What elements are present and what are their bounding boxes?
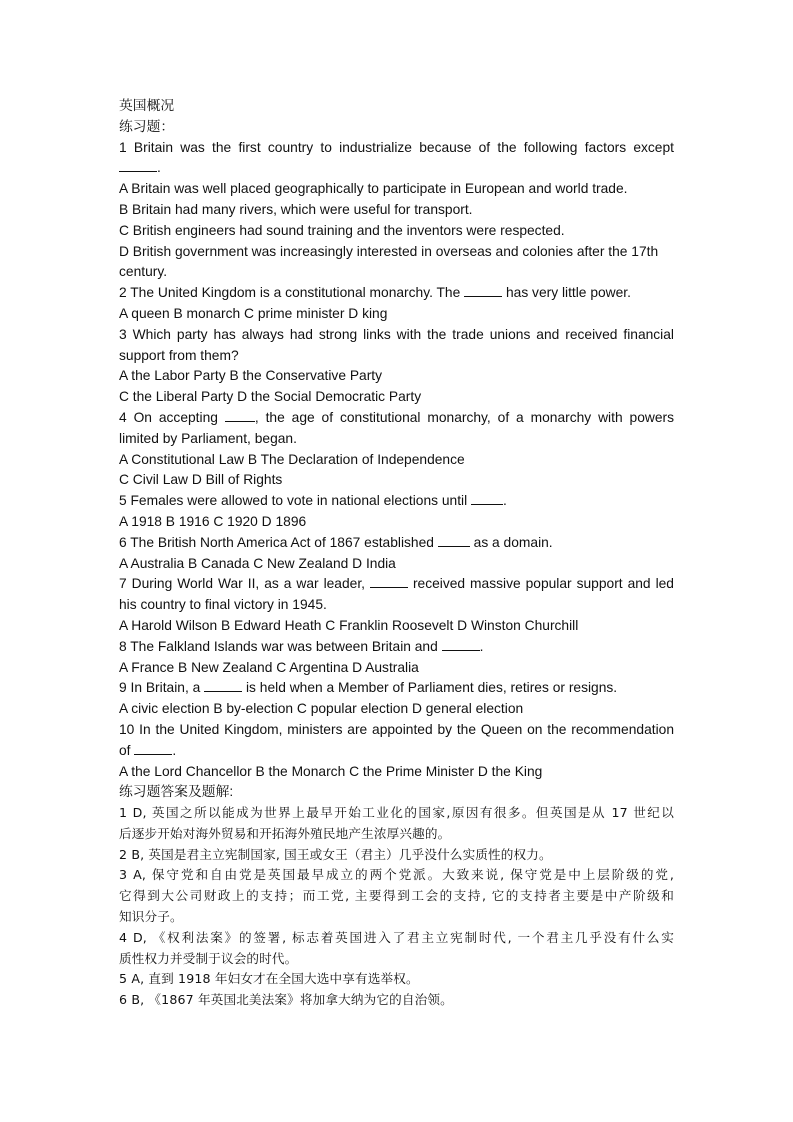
option-line: A civic election B by-election C popular election D general election (119, 701, 524, 717)
option-line: B Britain had many rivers, which were useful for transport. (119, 201, 473, 217)
question-1: 1 Britain was the first country to industrialize because of the following factors except (119, 139, 674, 155)
answer-line: 4 D, 《权利法案》的签署, 标志着英国进入了君主立宪制时代, 一个君主几乎没有什么实 (119, 929, 674, 945)
answer-blank (225, 409, 255, 422)
option-line: A Australia B Canada C New Zealand D India (119, 555, 396, 571)
answer-blank (464, 284, 502, 297)
question-10-cont: of . (119, 742, 177, 758)
answer-line: 5 A, 直到 1918 年妇女才在全国大选中享有选举权。 (119, 971, 419, 987)
option-line: A the Labor Party B the Conservative Party (119, 368, 383, 384)
option-line: A France B New Zealand C Argentina D Australia (119, 659, 419, 675)
question-4-cont: limited by Parliament, began. (119, 430, 297, 446)
option-line: A 1918 B 1916 C 1920 D 1896 (119, 513, 307, 529)
answer-blank (119, 159, 157, 172)
question-1-cont: . (119, 158, 674, 179)
option-line: C Civil Law D Bill of Rights (119, 472, 283, 488)
doc-title: 英国概况 (119, 98, 175, 113)
question-8: 8 The Falkland Islands war was between Britain and . (119, 638, 484, 654)
question-7-cont: his country to final victory in 1945. (119, 597, 327, 613)
option-line: A the Lord Chancellor B the Monarch C the Prime Minister D the King (119, 763, 543, 779)
question-3: 3 Which party has always had strong links with the trade unions and received financial (119, 326, 674, 342)
option-line: A queen B monarch C prime minister D king (119, 305, 388, 321)
exercise-heading: 练习题： (119, 118, 175, 134)
option-line: century. (119, 264, 168, 280)
question-6: 6 The British North America Act of 1867 established as a domain. (119, 534, 553, 550)
answer-line: 质性权力并受制于议会的时代。 (119, 950, 298, 966)
option-line: A Constitutional Law B The Declaration of Independence (119, 451, 465, 467)
option-line: A Britain was well placed geographically to participate in European and world trade. (119, 181, 628, 197)
answer-line: 知识分子。 (119, 909, 183, 925)
answer-line: 3 A, 保守党和自由党是英国最早成立的两个党派。大致来说, 保守党是中上层阶级的党, (119, 867, 674, 883)
answer-blank (204, 679, 242, 692)
answers-heading: 练习题答案及题解: (119, 784, 234, 800)
answer-blank (134, 742, 172, 755)
question-4: 4 On accepting , the age of constitutional monarchy, of a monarchy with powers (119, 409, 675, 425)
answer-line: 后逐步开始对海外贸易和开拓海外殖民地产生浓厚兴趣的。 (119, 825, 451, 841)
question-7: 7 During World War II, as a war leader, received massive popular support and led (119, 576, 674, 592)
question-9: 9 In Britain, a is held when a Member of Parliament dies, retires or resigns. (119, 680, 618, 696)
document-page (119, 96, 674, 1011)
question-3-cont: support from them? (119, 347, 239, 363)
option-line: D British government was increasingly interested in overseas and colonies after the 17th (119, 243, 659, 259)
answer-line: 6 B, 《1867 年英国北美法案》将加拿大纳为它的自治领。 (119, 992, 453, 1008)
question-2: 2 The United Kingdom is a constitutional monarchy. The has very little power. (119, 285, 631, 301)
option-line: C the Liberal Party D the Social Democratic Party (119, 389, 422, 405)
answer-line: 2 B, 英国是君主立宪制国家, 国王或女王（君主）几乎没什么实质性的权力。 (119, 846, 552, 862)
option-line: A Harold Wilson B Edward Heath C Franklin Roosevelt D Winston Churchill (119, 617, 579, 633)
question-10: 10 In the United Kingdom, ministers are appointed by the Queen on the recommendation (119, 721, 674, 737)
answer-blank (442, 638, 480, 651)
question-5: 5 Females were allowed to vote in national elections until . (119, 493, 507, 509)
answer-line: 它得到大公司财政上的支持；而工党, 主要得到工会的支持, 它的支持者主要是中产阶级和 (119, 888, 674, 904)
option-line: C British engineers had sound training and the inventors were respected. (119, 222, 565, 238)
answer-blank (370, 575, 408, 588)
answer-line: 1 D, 英国之所以能成为世界上最早开始工业化的国家,原因有很多。但英国是从 17 世纪以 (119, 805, 674, 821)
answer-blank (471, 492, 503, 505)
answer-blank (438, 534, 470, 547)
